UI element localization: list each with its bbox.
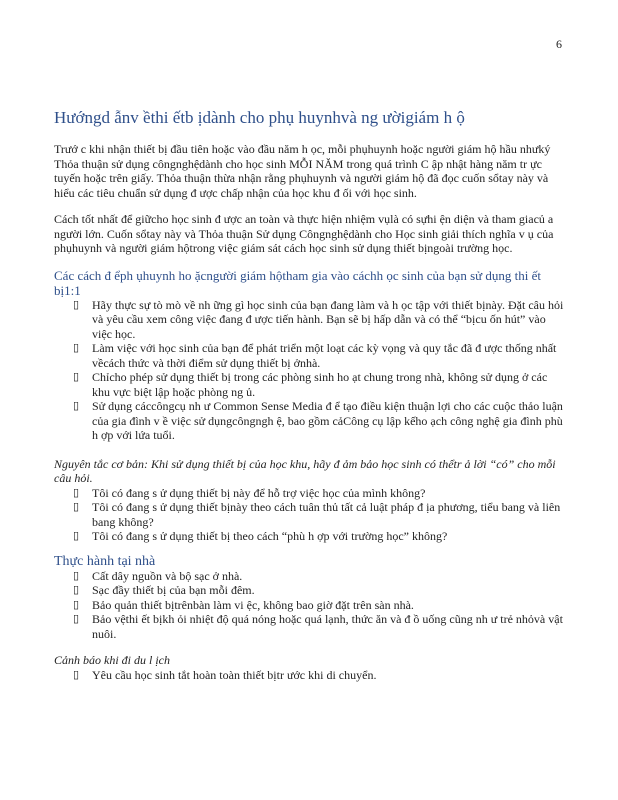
list-item: ▯ Làm việc với học sinh của bạn để phát triển một loạt các kỳ vọng và quy tắc đã đ ược thống nhất vềcách thức và thời điểm sử dụng thiết bị ởnhà. — [73, 341, 557, 370]
section-heading-travel: Cảnh báo khi đi du l ịch — [54, 653, 170, 667]
bullet-icon: ▯ — [73, 298, 80, 311]
list-item: ▯ Yêu cầu học sinh tắt hoàn toàn thiết bịtr ước khi di chuyển. — [73, 667, 377, 682]
rule-note: Nguyên tắc cơ bản: Khi sử dụng thiết bị của học khu, hãy đ ảm bảo học sinh có thểtr ả lời “có” cho mỗi câu hỏi. — [54, 456, 556, 485]
bullet-icon: ▯ — [73, 342, 80, 354]
bullet-icon: ▯ — [73, 530, 80, 542]
list-item: ▯ Cất dây nguồn và bộ sạc ở nhà. — [73, 568, 243, 583]
bullet-icon: ▯ — [73, 371, 80, 383]
list-item: ▯ Bảo vệthi ết bịkh ỏi nhiệt độ quá nóng hoặc quá lạnh, thức ăn và đ ồ uống cũng nh ư trẻ nhỏvà vật nuôi. — [73, 612, 563, 641]
page-title: Hướngd ẫnv ềthi ếtb ịdành cho phụ huynhvà ng ườigiám h ộ — [54, 108, 465, 127]
list-item: ▯ Hãy thực sự tò mò về nh ững gì học sinh của bạn đang làm và h ọc tập với thiết bịnày. Đặt câu hỏi và yêu cầu xem công việc đang đ ược tiến hành. Bạn sẽ bị hấp dẫn và có thể “bịcu ốn hút” vào việc học. — [73, 297, 564, 341]
home-list — [54, 569, 566, 642]
document-body — [54, 108, 566, 682]
list-item: ▯ Tôi có đang s ử dụng thiết bịnày theo cách tuân thủ tất cả luật pháp đ ịa phương, tiểu bang và liên bang không? — [73, 500, 561, 529]
bullet-icon: ▯ — [73, 668, 80, 681]
bullet-icon: ▯ — [73, 400, 80, 412]
bullet-icon: ▯ — [73, 584, 80, 596]
supervision-paragraph: Cách tốt nhất để giữcho học sinh đ ược an toàn và thực hiện nhiệm vụlà có sựhi ện diện và tham giacủ a người lớn. Cuốn sổtay này và Thỏa thuận Sử dụng Côngnghệdành cho Học sinh giải thích nghĩa v ụ của phụhuynh và người giám hộtrong việc giám sát cách học sinh sử dụng thiết bịngoài trường học. — [54, 212, 554, 255]
bullet-icon: ▯ — [73, 569, 80, 582]
section-heading-involvement: Các cách đ ểph ụhuynh ho ặcngười giám hộtham gia vào cáchh ọc sinh của bạn sử dụng thi ết bị1:1 — [54, 267, 542, 298]
involvement-list — [54, 298, 566, 443]
list-item: ▯ Chỉcho phép sử dụng thiết bị trong các phòng sinh ho ạt chung trong nhà, không sử dụng ở các khu vực biệt lập hoặc phòng ng ủ. — [73, 370, 548, 399]
bullet-icon: ▯ — [73, 501, 80, 513]
list-item: ▯ Sử dụng cáccôngcụ nh ư Common Sense Media đ ể tạo điều kiện thuận lợi cho các cuộc thảo luận của gia đình v ề việc sử dụngcôngngh ệ, bao gồm cảCông cụ lập kếho ạch công nghệ gia đình phù h ợp với lứa tuổi. — [73, 399, 563, 442]
bullet-icon: ▯ — [73, 613, 80, 625]
travel-list — [54, 668, 566, 683]
list-item: ▯ Tôi có đang s ử dụng thiết bị này để hỗ trợ việc học của mình không? — [73, 485, 426, 500]
list-item: ▯ Bảo quản thiết bịtrênbàn làm vi ệc, không bao giờ đặt trên sàn nhà. — [73, 597, 414, 612]
list-item: ▯ Tôi có đang s ử dụng thiết bị theo cách “phù h ợp với trường học” không? — [73, 529, 448, 543]
list-item: ▯ Sạc đầy thiết bị của bạn mỗi đêm. — [73, 583, 255, 597]
intro-paragraph: Trướ c khi nhận thiết bị đầu tiên hoặc vào đầu năm h ọc, mỗi phụhuynh hoặc người giám hộ hầu nhưký Thỏa thuận sử dụng côngnghệdành cho học sinh MỖI NĂM trong quá trình C ập nhật hàng năm tr ực tuyến hoặc trên giấy. Thỏa thuận thừa nhận rằng phụhuynh và người giám hộ đã đọc cuốn sổtay này và hiểu các tiêu chuẩn sử dụng đ ược chấp nhận của học khu đ ối với học sinh. — [54, 142, 551, 200]
section-heading-home: Thực hành tại nhà — [54, 553, 156, 569]
bullet-icon: ▯ — [73, 598, 80, 611]
page-number: 6 — [556, 37, 562, 51]
bullet-icon: ▯ — [73, 486, 80, 499]
rule-list — [54, 486, 566, 544]
